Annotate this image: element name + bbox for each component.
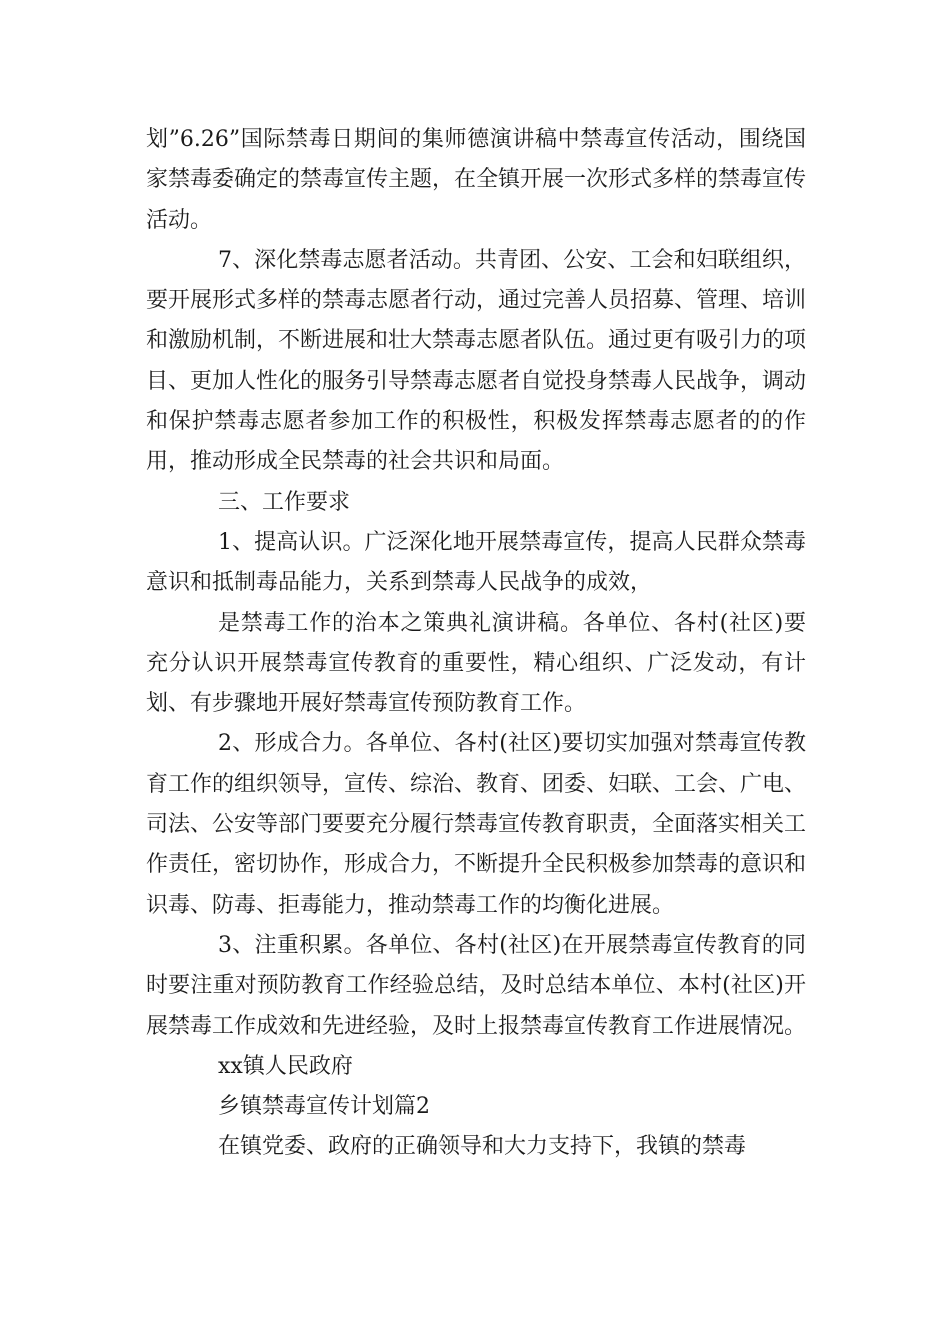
paragraph-accumulate-experience: 3、注重积累。各单位、各村(社区)在开展禁毒宣传教育的同时要注重对预防教育工作经验总结，及时总结本单位、本村(社区)开展禁毒工作成效和先进经验，及时上报禁毒宣传教育工作进展情况。 — [146, 932, 807, 1039]
paragraph-part-2-intro: 在镇党委、政府的正确领导和大力支持下，我镇的禁毒 — [218, 1134, 747, 1160]
signature-town-government: xx镇人民政府 — [218, 1053, 353, 1079]
paragraph-continuation: 划”6.26”国际禁毒日期间的集师德演讲稿中禁毒宣传活动，围绕国家禁毒委确定的禁毒宣传主题，在全镇开展一次形式多样的禁毒宣传活动。 — [146, 127, 807, 233]
section-heading-work-requirements: 三、工作要求 — [218, 489, 351, 515]
paragraph-raise-awareness: 1、提高认识。广泛深化地开展禁毒宣传，提高人民群众禁毒意识和抵制毒品能力，关系到禁毒人民战争的成效， — [146, 529, 806, 596]
paragraph-volunteer-activities: 7、深化禁毒志愿者活动。共青团、公安、工会和妇联组织，要开展形式多样的禁毒志愿者行动，通过完善人员招募、管理、培训和激励机制，不断进展和壮大禁毒志愿者队伍。通过更有吸引力的项目、更加人性化的服务引导禁毒志愿者自觉投身禁毒人民战争，调动和保护禁毒志愿者参加工作的积极性，积极发挥禁毒志愿者的的作用，推动形成全民禁毒的社会共识和局面。 — [146, 247, 807, 475]
document-body — [146, 120, 806, 1168]
article-title-part-2: 乡镇禁毒宣传计划篇2 — [218, 1094, 430, 1120]
paragraph-fundamental-policy: 是禁毒工作的治本之策典礼演讲稿。各单位、各村(社区)要充分认识开展禁毒宣传教育的重要性，精心组织、广泛发动，有计划、有步骤地开展好禁毒宣传预防教育工作。 — [146, 610, 806, 717]
paragraph-form-synergy: 2、形成合力。各单位、各村(社区)要切实加强对禁毒宣传教育工作的组织领导，宣传、综治、教育、团委、妇联、工会、广电、司法、公安等部门要要充分履行禁毒宣传教育职责，全面落实相关工作责任，密切协作，形成合力，不断提升全民积极参加禁毒的意识和识毒、防毒、拒毒能力，推动禁毒工作的均衡化进展。 — [146, 731, 807, 918]
